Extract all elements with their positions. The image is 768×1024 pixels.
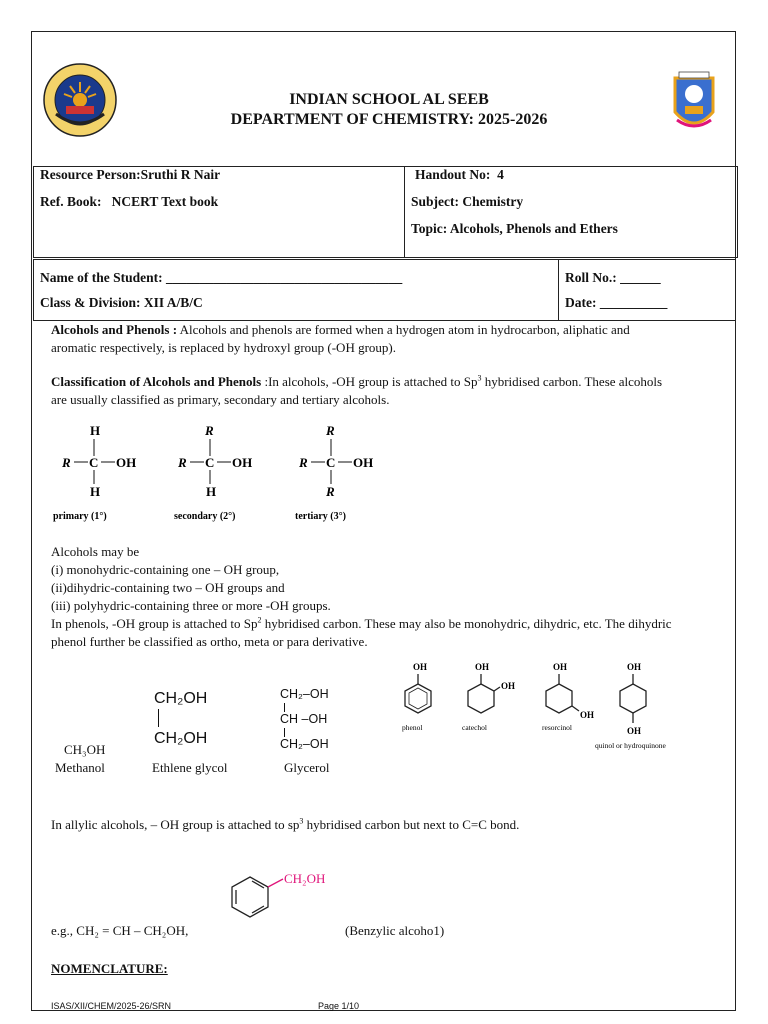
tertiary-C: C <box>326 455 336 470</box>
glycol-top: CH₂OH <box>154 690 208 707</box>
glycerol-bond1 <box>284 703 285 712</box>
secondary-top-R: R <box>205 423 214 438</box>
department-title: DEPARTMENT OF CHEMISTRY: 2025-2026 <box>230 111 548 128</box>
resorcinol-oh2: OH <box>580 710 595 720</box>
primary-bottom-H: H <box>90 484 101 499</box>
glycerol-line1: CH₂–OH <box>280 687 329 701</box>
nomenclature-heading: NOMENCLATURE: <box>51 961 168 976</box>
glycol-bond <box>158 709 159 727</box>
school-name: INDIAN SCHOOL AL SEEB <box>289 91 489 108</box>
tertiary-label: tertiary (3°) <box>295 511 346 522</box>
primary-label: primary (1°) <box>53 511 107 522</box>
secondary-C: C <box>205 455 215 470</box>
secondary-OH: OH <box>232 455 253 470</box>
primary-top-H: H <box>90 423 101 438</box>
cbse-logo-icon <box>42 62 118 138</box>
student-info-table <box>33 259 736 321</box>
catechol-label: catechol <box>462 723 487 732</box>
handout-number: Handout No: 4 <box>415 167 504 182</box>
benzylic-label: (Benzylic alcoho1) <box>345 923 445 938</box>
glycol-bottom: CH₂OH <box>154 730 208 747</box>
subject: Subject: Chemistry <box>411 194 524 209</box>
methanol-formula: CH₃OH <box>64 742 106 757</box>
secondary-R: R <box>178 455 187 470</box>
alcohol-classification-structures <box>50 420 380 525</box>
tertiary-R: R <box>299 455 308 470</box>
alcohol-types-list: Alcohols may be (i) monohydric-containing one – OH group, (ii)dihydric-containing two – OH groups and (iii) polyhydric-containing three or more -OH groups. In phenols, -OH group is attached to Sp$^2$ hybridised carbon. These may also be monohydric, dihydric, etc. The dihydric phenol further be classified as ortho, meta or para derivative. <box>51 544 672 649</box>
secondary-bottom-H: H <box>206 484 217 499</box>
glycerol-name: Glycerol <box>284 760 330 775</box>
tertiary-bottom-R: R <box>326 484 335 499</box>
phenol-oh: OH <box>413 662 428 672</box>
quinol-oh2: OH <box>627 726 642 736</box>
primary-OH: OH <box>116 455 137 470</box>
resorcinol-label: resorcinol <box>542 723 572 732</box>
secondary-label: secondary (2°) <box>174 511 236 522</box>
date-field: Date: __________ <box>565 295 668 310</box>
phenol-structures <box>390 658 690 758</box>
benzyl-ch2oh: CH₂OH <box>284 871 326 886</box>
ref-book: Ref. Book: NCERT Text book <box>40 194 219 209</box>
resource-person: Resource Person:Sruthi R Nair <box>40 167 221 182</box>
glycol-name: Ethlene glycol <box>152 760 228 775</box>
phenol-label: phenol <box>402 723 423 732</box>
footer-page-number: Page 1/10 <box>318 1001 360 1011</box>
intro-paragraph: Alcohols and Phenols : Alcohols and phenols are formed when a hydrogen atom in hydrocarbon, aliphatic and aromatic respectively, is replaced by hydroxyl group (-OH group). <box>51 322 630 355</box>
footer-code: ISAS/XII/CHEM/2025-26/SRN <box>51 1001 172 1011</box>
catechol-oh1: OH <box>475 662 490 672</box>
resorcinol-oh1: OH <box>553 662 568 672</box>
primary-C: C <box>89 455 99 470</box>
glycerol-line3: CH₂–OH <box>280 737 329 751</box>
glycerol-line2: CH –OH <box>280 712 328 726</box>
school-logo-icon <box>671 70 717 136</box>
student-name-field: Name of the Student: ___________________________________ <box>40 270 403 285</box>
allylic-paragraph: In allylic alcohols, – OH group is attached to $sp^3$ hybridised carbon but next to C=C bond. <box>51 816 520 832</box>
tertiary-top-R: R <box>326 423 335 438</box>
methanol-name: Methanol <box>55 760 105 775</box>
class-division-field: Class & Division: XII A/B/C <box>40 295 203 310</box>
handout-info-table <box>33 166 738 258</box>
primary-R: R <box>62 455 71 470</box>
glycerol-bond2 <box>284 728 285 737</box>
benzyl-alcohol-structure <box>225 865 345 925</box>
quinol-label: quinol or hydroquinone <box>595 741 666 750</box>
allylic-example: e.g., CH₂ = CH – CH₂OH, <box>51 923 189 938</box>
quinol-oh1: OH <box>627 662 642 672</box>
topic: Topic: Alcohols, Phenols and Ethers <box>411 221 618 236</box>
roll-no-field: Roll No.: ______ <box>565 270 661 285</box>
tertiary-OH: OH <box>353 455 374 470</box>
classification-paragraph: Classification of Alcohols and Phenols :In alcohols, -OH group is attached to Sp$^3$ hybridised carbon. These alcohols are usually classified as primary, secondary and tertiary alcohols. <box>51 373 663 407</box>
catechol-oh2: OH <box>501 681 516 691</box>
